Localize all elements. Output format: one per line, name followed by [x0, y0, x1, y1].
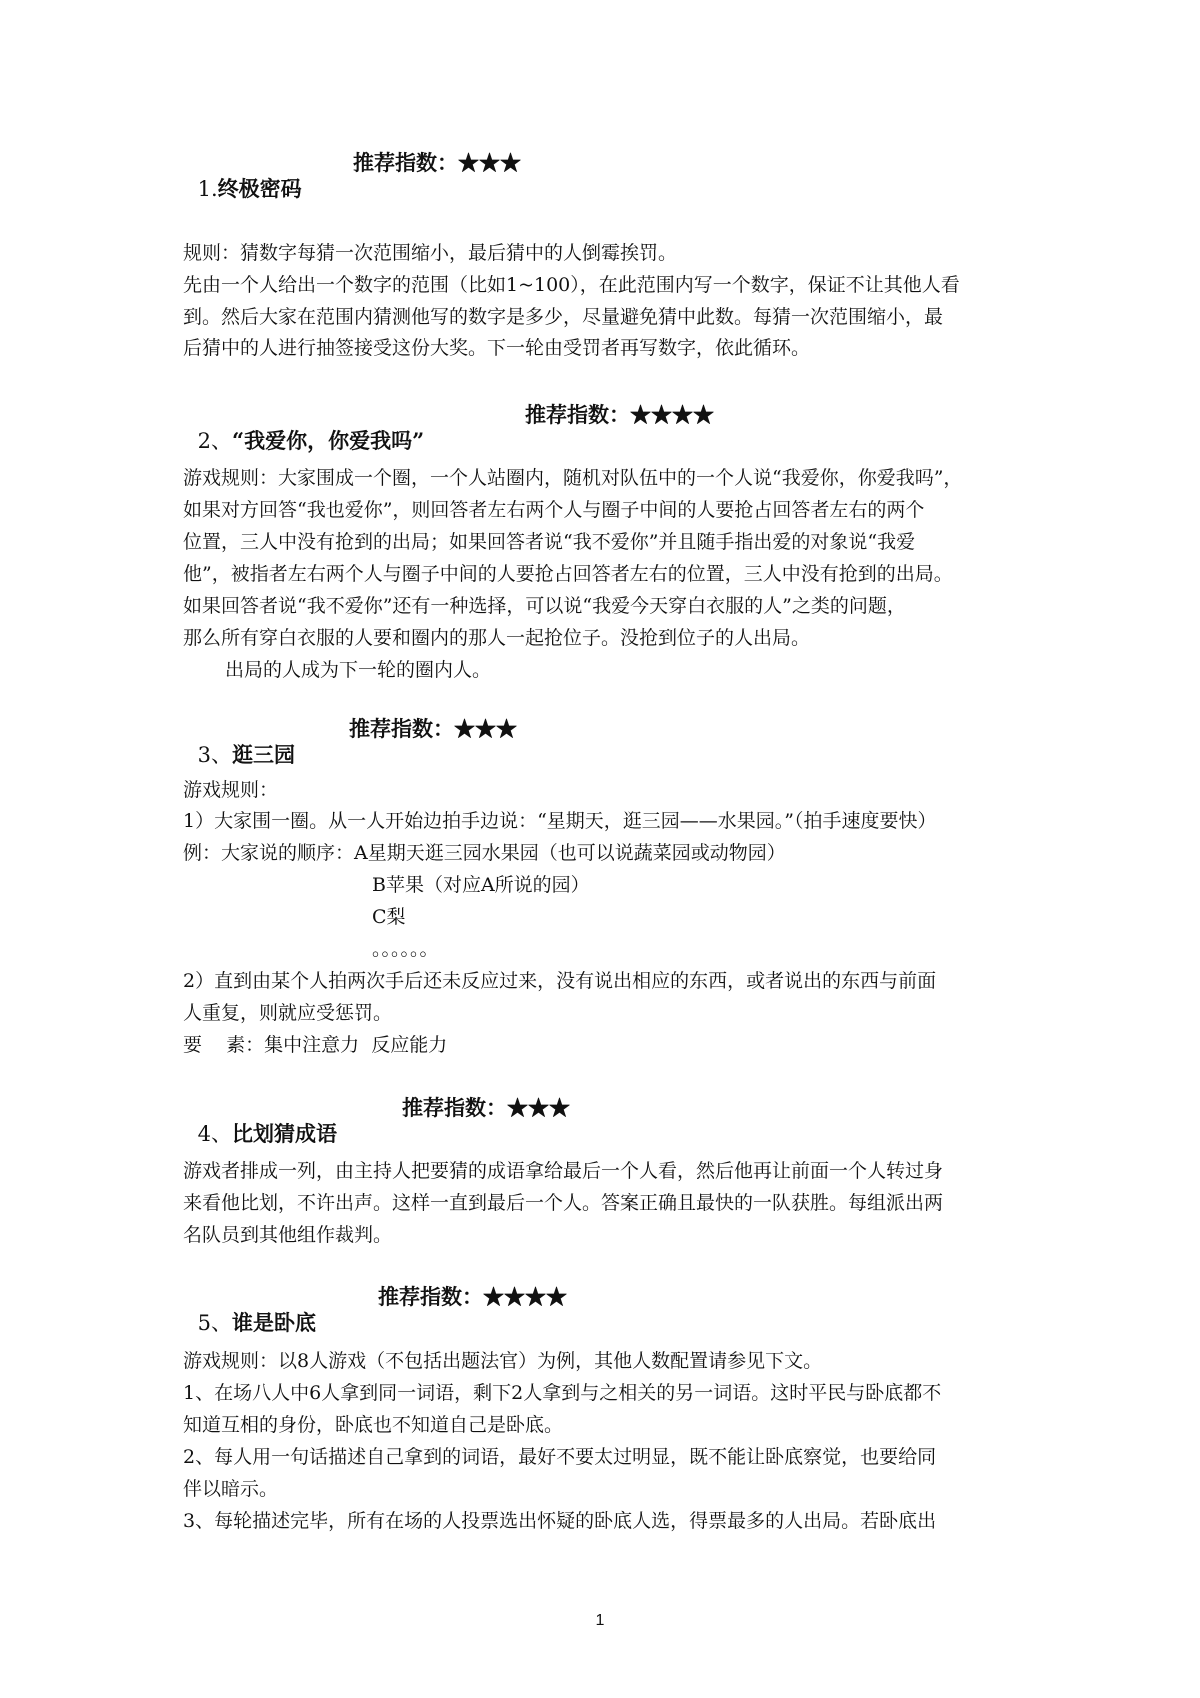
section-1-line: 规则：猜数字每猜一次范围缩小，最后猜中的人倒霉挨罚。	[183, 242, 678, 264]
section-4-line: 游戏者排成一列，由主持人把要猜的成语拿给最后一个人看，然后他再让前面一个人转过身	[183, 1160, 944, 1182]
section-1-title: 终极密码	[217, 176, 302, 201]
section-3-number: 3、	[197, 743, 232, 767]
section-3-line: B苹果（对应A所说的园）	[372, 874, 590, 896]
section-2-line: 如果回答者说“我不爱你”还有一种选择，可以说“我爱今天穿白衣服的人”之类的问题，	[183, 595, 906, 617]
section-5-line: 游戏规则：以8人游戏（不包括出题法官）为例，其他人数配置请参见下文。	[183, 1350, 823, 1372]
page-number: 1	[595, 1612, 605, 1629]
section-3-line: 。。。。。。	[372, 938, 439, 960]
section-5-title: 谁是卧底	[232, 1310, 316, 1335]
section-2-line: 出局的人成为下一轮的圈内人。	[225, 659, 492, 681]
section-2-line: 位置，三人中没有抢到的出局；如果回答者说“我不爱你”并且随手指出爱的对象说“我爱	[183, 531, 916, 553]
section-4-rating: 推荐指数：★★★	[402, 1095, 570, 1120]
section-3-rating: 推荐指数：★★★	[349, 716, 517, 741]
section-3-line: 例：大家说的顺序：A星期天逛三园水果园（也可以说蔬菜园或动物园）	[183, 842, 786, 864]
section-2-line: 游戏规则：大家围成一个圈，一个人站圈内，随机对队伍中的一个人说“我爱你，你爱我吗”，	[183, 467, 963, 489]
section-5-line: 3、每轮描述完毕，所有在场的人投票选出怀疑的卧底人选，得票最多的人出局。若卧底出	[183, 1510, 937, 1532]
section-5-line: 1、在场八人中6人拿到同一词语，剩下2人拿到与之相关的另一词语。这时平民与卧底都不	[183, 1382, 942, 1404]
section-1-heading	[183, 150, 521, 228]
section-5-rating: 推荐指数：★★★★	[378, 1284, 567, 1309]
section-3-line: C梨	[372, 906, 406, 928]
section-5-number: 5、	[197, 1311, 232, 1335]
section-1-rating: 推荐指数：★★★	[353, 150, 521, 175]
section-1-line: 后猜中的人进行抽签接受这份大奖。下一轮由受罚者再写数字，依此循环。	[183, 337, 811, 359]
section-2-line: 他”，被指者左右两个人与圈子中间的人要抢占回答者左右的位置，三人中没有抢到的出局。	[183, 563, 953, 585]
section-3-line: 要 素：集中注意力 反应能力	[183, 1034, 448, 1056]
section-4-title: 比划猜成语	[232, 1121, 337, 1146]
section-4-line: 来看他比划，不许出声。这样一直到最后一个人。答案正确且最快的一队获胜。每组派出两	[183, 1192, 944, 1214]
section-2-line: 如果对方回答“我也爱你”，则回答者左右两个人与圈子中间的人要抢占回答者左右的两个	[183, 499, 925, 521]
section-3-line: 2）直到由某个人拍两次手后还未反应过来，没有说出相应的东西，或者说出的东西与前面	[183, 970, 937, 992]
section-4-number: 4、	[197, 1122, 232, 1146]
section-3-line: 1）大家围一圈。从一人开始边拍手边说：“星期天，逛三园——水果园。”（拍手速度要快）	[183, 810, 937, 832]
section-2-title: “我爱你，你爱我吗”	[232, 428, 425, 453]
section-3-line: 游戏规则：	[183, 779, 279, 801]
section-2-rating: 推荐指数：★★★★	[525, 402, 714, 427]
section-2-number: 2、	[197, 429, 232, 453]
section-5-line: 知道互相的身份，卧底也不知道自己是卧底。	[183, 1414, 564, 1436]
section-4-line: 名队员到其他组作裁判。	[183, 1224, 393, 1246]
section-1-number: 1.	[197, 177, 218, 201]
section-5-line: 2、每人用一句话描述自己拿到的词语，最好不要太过明显，既不能让卧底察觉，也要给同	[183, 1446, 937, 1468]
section-1-line: 先由一个人给出一个数字的范围（比如1~100），在此范围内写一个数字，保证不让其他人看	[183, 274, 960, 296]
section-3-title: 逛三园	[232, 742, 295, 767]
section-5-line: 伴以暗示。	[183, 1478, 279, 1500]
section-3-line: 人重复，则就应受惩罚。	[183, 1002, 393, 1024]
section-1-line: 到。然后大家在范围内猜测他写的数字是多少，尽量避免猜中此数。每猜一次范围缩小，最	[183, 306, 944, 328]
section-2-line: 那么所有穿白衣服的人要和圈内的那人一起抢位子。没抢到位子的人出局。	[183, 627, 811, 649]
